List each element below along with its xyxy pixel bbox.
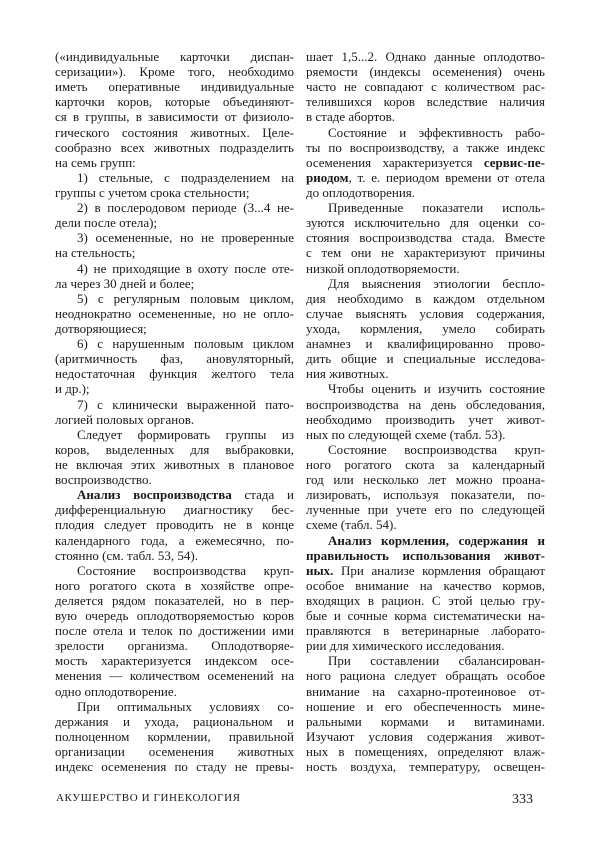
paragraph (306, 276, 545, 382)
text-line: одно оплодотворение. (55, 683, 177, 699)
text-segment: При анализе кормления обращают (333, 562, 545, 578)
paragraph (55, 336, 294, 396)
text-line: зуются исключительно для оценки со- (306, 215, 545, 231)
page-number: 333 (512, 792, 533, 807)
text-line: год или несколько лет можно проана- (306, 472, 545, 488)
bold-term: Анализ кормления, содержания и (328, 532, 545, 548)
text-segment: стада и (231, 487, 294, 503)
text-line: сообразно всех животных подразделить (55, 139, 294, 155)
text-line: ношение и его обеспеченность мине- (306, 698, 545, 714)
text-line: внимание на сахарно-протеиновое от- (306, 683, 545, 699)
text-line: и др.); (55, 381, 90, 397)
text-line: рии для химического исследования. (306, 638, 505, 654)
paragraph (55, 563, 294, 699)
paragraph (55, 487, 294, 563)
text-line: полноценном кормлении, правильной (55, 728, 294, 744)
text-segment: осеменения характеризуется (306, 154, 484, 170)
text-line: дели после отела); (55, 215, 158, 231)
bold-term: Анализ воспроизводства (77, 487, 232, 503)
text-line: 3) осемененные, но не проверенные (77, 230, 294, 246)
paragraph (55, 291, 294, 336)
text-line: 7) с клинически выраженной пато- (77, 396, 294, 412)
text-line: в стаде абортов. (306, 109, 396, 125)
text-line: коров, выделенных для выбраковки, (55, 441, 294, 457)
text-line: лученные при учете его по следующей (306, 502, 545, 518)
text-line: ность воздуха, температуру, освещен- (306, 759, 545, 775)
text-line: группы с учетом срока стельности; (55, 184, 250, 200)
paragraph (306, 533, 545, 654)
text-line: 5) с регулярным половым циклом, (77, 290, 294, 306)
text-line: ся в группы, в зависимости от физиоло- (55, 109, 294, 125)
bold-term: правильность использования живот- (306, 547, 545, 563)
text-line: ральными кормами и витаминами. (306, 713, 545, 729)
text-line: ухода, кормления, умело собирать (306, 320, 545, 336)
text-line: недостаточная функция желтого тела (55, 366, 294, 382)
text-line: стоянно (см. табл. 53, 54). (55, 547, 198, 563)
text-line: на семь групп: (55, 154, 136, 170)
text-line: входящих в рацион. С этой целью гру- (306, 592, 545, 608)
text-line: ных по следующей схеме (табл. 53). (306, 426, 506, 442)
text-line: особое внимание на качество кормов, (306, 577, 545, 593)
text-line: дифференциальную диагностику бес- (55, 502, 294, 518)
text-line (55, 487, 294, 502)
text-line: мость характеризуется индексом осе- (55, 653, 294, 669)
text-line: организации осеменения животных (55, 744, 294, 760)
text-line: серизации»). Кроме того, необходимо (55, 64, 294, 80)
text-line: необходимо производить учет живот- (306, 411, 545, 427)
text-line: правляются в ветеринарные лаборато- (306, 623, 545, 639)
text-line: шает 1,5...2. Однако данные оплодотво- (306, 49, 545, 64)
paragraph (306, 381, 545, 441)
text-line: после отела и телок по достижении ими (55, 623, 294, 639)
text-line: не включая этих животных в плановое (55, 456, 294, 472)
paragraph (55, 427, 294, 487)
text-line: низкой оплодотворяемости. (306, 260, 460, 276)
text-line: Состояние и эффективность рабо- (328, 124, 545, 140)
paragraph (55, 261, 294, 291)
paragraph (306, 442, 545, 533)
text-line: иметь оперативные индивидуальные (55, 79, 294, 95)
text-line (306, 548, 545, 563)
text-line: воспроизводства на день обследования, (306, 396, 545, 412)
text-line: Чтобы оценить и изучить состояние (328, 381, 545, 397)
text-line: индекс осеменения по стаду не превы- (55, 759, 294, 775)
text-line: Для выяснения этиологии беспло- (328, 275, 545, 291)
text-line: Изучают условия содержания живот- (306, 728, 545, 744)
text-line: случае выяснять условия содержания, (306, 305, 545, 321)
paragraph (55, 230, 294, 260)
text-line: 2) в послеродовом периоде (3...4 не- (77, 200, 294, 216)
text-line: ния животных. (306, 366, 389, 382)
text-line: вую очередь оплодотворяемостью коров (55, 608, 294, 624)
text-line (306, 533, 545, 548)
bold-term: ных. (306, 562, 334, 578)
text-line: держания и ухода, рациональном и (55, 713, 294, 729)
text-line: до оплодотворения. (306, 184, 416, 200)
text-line: ряемости (индексы осеменения) очень (306, 64, 545, 80)
bold-term: сервис-пе- (483, 154, 545, 170)
text-line: При оптимальных условиях со- (77, 698, 294, 714)
text-line: 4) не приходящие в охоту после оте- (77, 260, 294, 276)
paragraph (306, 125, 545, 201)
text-line: ного рогатого скота за календарный (306, 456, 545, 472)
text-line: При составлении сбалансирован- (328, 653, 545, 669)
text-line: анамнез и квалифицированно прово- (306, 336, 545, 352)
text-line: плодия следует проводить не в конце (55, 517, 294, 533)
text-line: ного рациона следует обращать особое (306, 668, 545, 684)
right-column (306, 49, 545, 774)
text-line: Следует формировать группы из (77, 426, 294, 442)
text-segment: , т. е. периодом времени от отела (348, 169, 545, 185)
bold-term: риодом (306, 169, 349, 185)
text-line: дить общие и специальные исследова- (306, 351, 545, 367)
text-line: календарного года, а ежемесячно, по- (55, 532, 294, 548)
text-line: логией половых органов. (55, 411, 195, 427)
text-line: зрелости организма. Оплодотворяе- (55, 638, 294, 654)
text-line: на стельность; (55, 245, 136, 261)
text-line: 6) с нарушенным половым циклом (77, 336, 294, 352)
text-line: («индивидуальные карточки диспан- (55, 49, 294, 64)
text-line: бые и сочные корма систематически на- (306, 608, 545, 624)
paragraph (306, 653, 545, 774)
paragraph (55, 49, 294, 170)
text-line: Приведенные показатели исполь- (328, 200, 545, 216)
text-line (306, 155, 545, 170)
text-line: лизировать, используя показатели, по- (306, 487, 545, 503)
paragraph (55, 699, 294, 775)
text-line: дотворяющиеся; (55, 320, 147, 336)
left-column (55, 49, 294, 774)
text-line: 1) стельные, с подразделением на (77, 169, 294, 185)
text-line: схеме (табл. 54). (306, 517, 397, 533)
text-line: ты по воспроизводству, а также индекс (306, 139, 545, 155)
text-line: стояния воспроизводства стада. Вместе (306, 230, 545, 246)
text-line: с тем они не характеризуют причины (306, 245, 545, 261)
running-footer-title: АКУШЕРСТВО И ГИНЕКОЛОГИЯ (56, 792, 241, 804)
text-line: гического состояния животных. Целе- (55, 124, 294, 140)
paragraph (55, 200, 294, 230)
paragraph (55, 170, 294, 200)
text-line: деляется рядом показателей, но в пер- (55, 592, 294, 608)
text-line: ла через 30 дней и более; (55, 275, 195, 291)
text-line: карточки коров, которые объединяют- (55, 94, 294, 110)
text-line: менения — количеством осеменений на (55, 668, 294, 684)
text-line: (аритмичность фаз, ановуляторный, (55, 351, 294, 367)
text-line: воспроизводство. (55, 472, 152, 488)
text-line: Состояние воспроизводства круп- (77, 562, 294, 578)
paragraph (306, 200, 545, 276)
text-line: ных в помещениях, определяют влаж- (306, 744, 545, 760)
text-line: Состояние воспроизводства круп- (328, 441, 545, 457)
text-line: телившихся коров вследствие наличия (306, 94, 545, 110)
paragraph (306, 49, 545, 125)
text-line: часто не совпадают с количеством рас- (306, 79, 545, 95)
text-line (306, 170, 545, 185)
text-line: ного рогатого скота в хозяйстве опре- (55, 577, 294, 593)
paragraph (55, 397, 294, 427)
text-line: дия необходимо в каждом отдельном (306, 290, 545, 306)
text-line (306, 563, 545, 578)
text-line: неоднократно осемененные, но не опло- (55, 305, 294, 321)
